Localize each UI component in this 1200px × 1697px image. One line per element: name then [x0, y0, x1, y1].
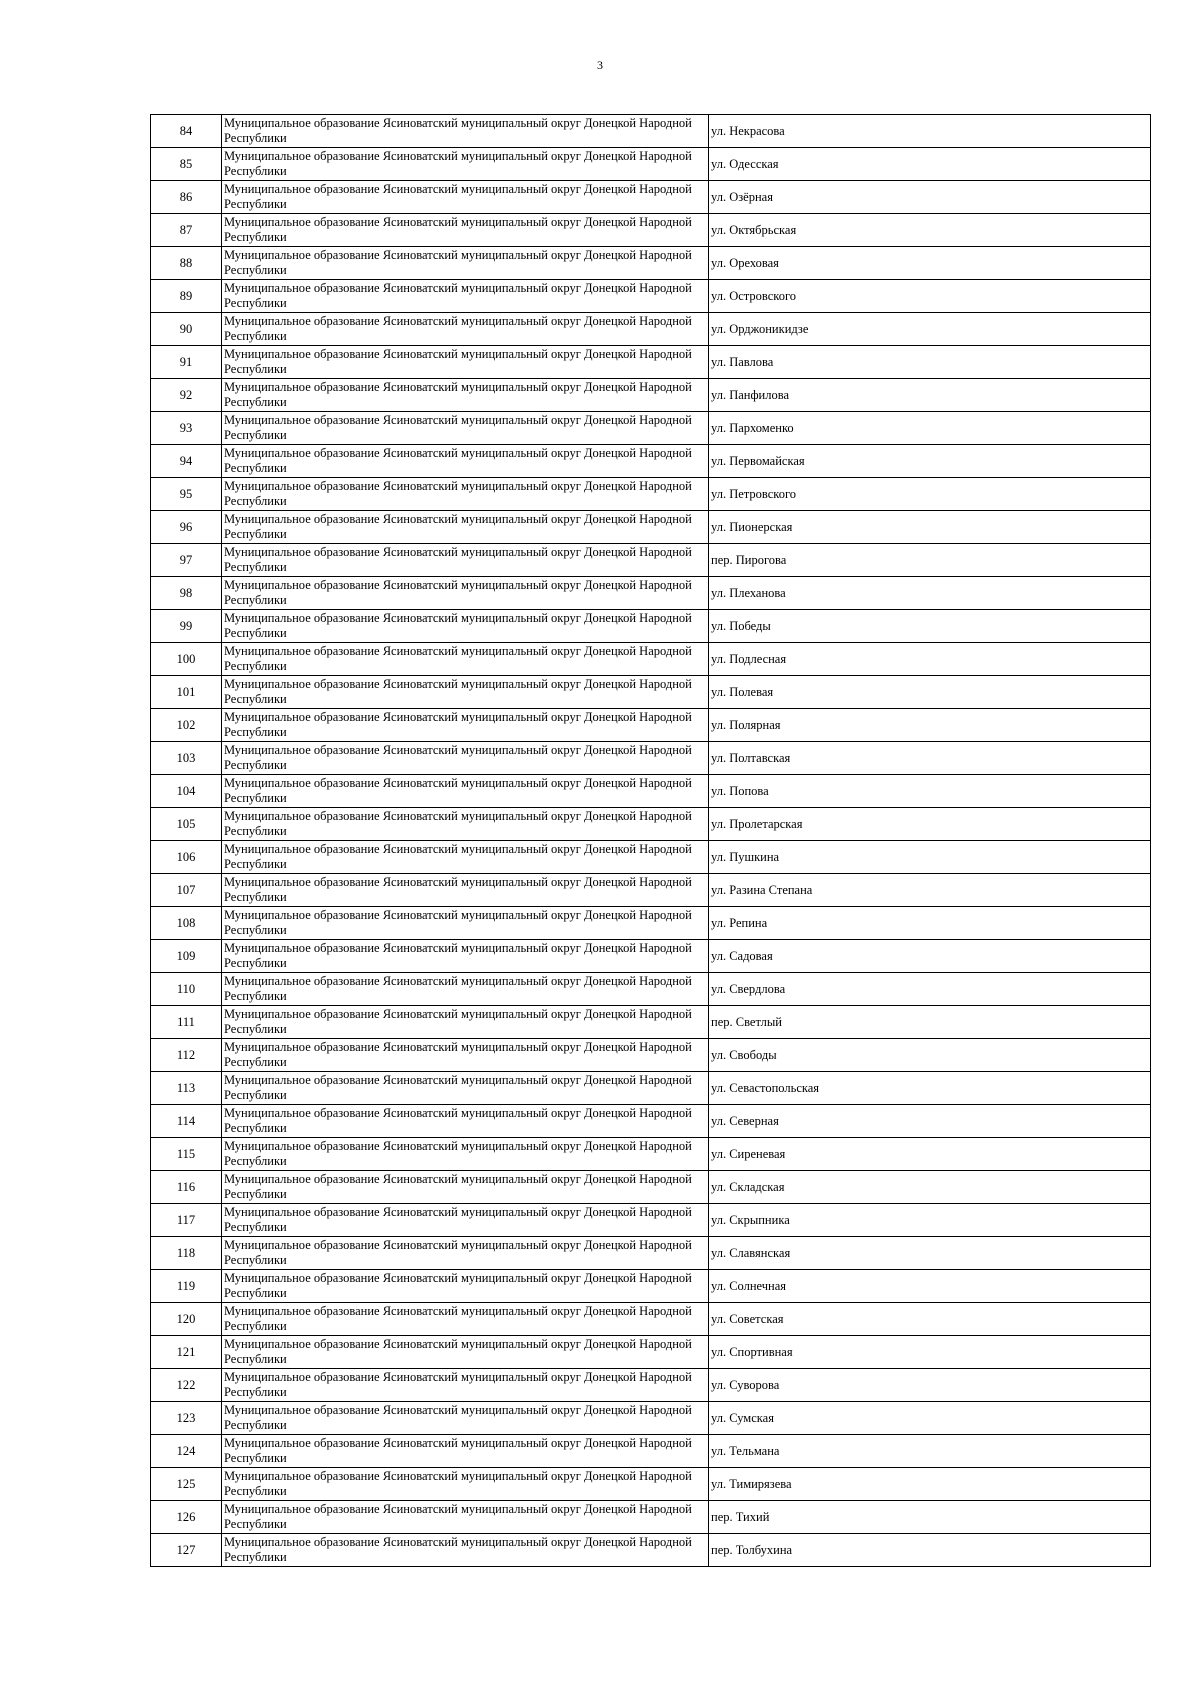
row-number-cell: 117: [151, 1204, 222, 1237]
municipality-cell: Муниципальное образование Ясиноватский муниципальный округ Донецкой Народной Республики: [222, 1138, 709, 1171]
table-row: [151, 445, 1151, 478]
municipality-cell: Муниципальное образование Ясиноватский муниципальный округ Донецкой Народной Республики: [222, 511, 709, 544]
municipality-cell: Муниципальное образование Ясиноватский муниципальный округ Донецкой Народной Республики: [222, 346, 709, 379]
row-number-cell: 126: [151, 1501, 222, 1534]
table-row: [151, 643, 1151, 676]
street-cell: ул. Северная: [709, 1105, 1151, 1138]
row-number-cell: 116: [151, 1171, 222, 1204]
table-row: [151, 1171, 1151, 1204]
row-number-cell: 99: [151, 610, 222, 643]
table-row: [151, 1072, 1151, 1105]
table-row: [151, 775, 1151, 808]
table-row: [151, 313, 1151, 346]
street-cell: ул. Тимирязева: [709, 1468, 1151, 1501]
row-number-cell: 120: [151, 1303, 222, 1336]
row-number-cell: 104: [151, 775, 222, 808]
municipality-cell: Муниципальное образование Ясиноватский муниципальный округ Донецкой Народной Республики: [222, 148, 709, 181]
address-table: [150, 114, 1151, 1567]
street-cell: ул. Некрасова: [709, 115, 1151, 148]
street-cell: ул. Островского: [709, 280, 1151, 313]
municipality-cell: Муниципальное образование Ясиноватский муниципальный округ Донецкой Народной Республики: [222, 1369, 709, 1402]
municipality-cell: Муниципальное образование Ясиноватский муниципальный округ Донецкой Народной Республики: [222, 709, 709, 742]
row-number-cell: 97: [151, 544, 222, 577]
municipality-cell: Муниципальное образование Ясиноватский муниципальный округ Донецкой Народной Республики: [222, 742, 709, 775]
street-cell: ул. Орджоникидзе: [709, 313, 1151, 346]
municipality-cell: Муниципальное образование Ясиноватский муниципальный округ Донецкой Народной Республики: [222, 544, 709, 577]
street-cell: ул. Советская: [709, 1303, 1151, 1336]
row-number-cell: 127: [151, 1534, 222, 1567]
street-cell: ул. Панфилова: [709, 379, 1151, 412]
street-cell: ул. Сумская: [709, 1402, 1151, 1435]
table-row: [151, 1006, 1151, 1039]
street-cell: ул. Тельмана: [709, 1435, 1151, 1468]
table-row: [151, 1336, 1151, 1369]
row-number-cell: 125: [151, 1468, 222, 1501]
street-cell: ул. Солнечная: [709, 1270, 1151, 1303]
street-cell: ул. Петровского: [709, 478, 1151, 511]
municipality-cell: Муниципальное образование Ясиноватский муниципальный округ Донецкой Народной Республики: [222, 841, 709, 874]
table-row: [151, 676, 1151, 709]
table-row: [151, 280, 1151, 313]
municipality-cell: Муниципальное образование Ясиноватский муниципальный округ Донецкой Народной Республики: [222, 412, 709, 445]
municipality-cell: Муниципальное образование Ясиноватский муниципальный округ Донецкой Народной Республики: [222, 313, 709, 346]
street-cell: ул. Победы: [709, 610, 1151, 643]
table-row: [151, 214, 1151, 247]
row-number-cell: 118: [151, 1237, 222, 1270]
row-number-cell: 90: [151, 313, 222, 346]
municipality-cell: Муниципальное образование Ясиноватский муниципальный округ Донецкой Народной Республики: [222, 1171, 709, 1204]
municipality-cell: Муниципальное образование Ясиноватский муниципальный округ Донецкой Народной Республики: [222, 940, 709, 973]
municipality-cell: Муниципальное образование Ясиноватский муниципальный округ Донецкой Народной Республики: [222, 181, 709, 214]
row-number-cell: 98: [151, 577, 222, 610]
row-number-cell: 95: [151, 478, 222, 511]
municipality-cell: Муниципальное образование Ясиноватский муниципальный округ Донецкой Народной Республики: [222, 1534, 709, 1567]
table-row: [151, 1105, 1151, 1138]
table-row: [151, 247, 1151, 280]
municipality-cell: Муниципальное образование Ясиноватский муниципальный округ Донецкой Народной Республики: [222, 1468, 709, 1501]
municipality-cell: Муниципальное образование Ясиноватский муниципальный округ Донецкой Народной Республики: [222, 1072, 709, 1105]
municipality-cell: Муниципальное образование Ясиноватский муниципальный округ Донецкой Народной Республики: [222, 1006, 709, 1039]
row-number-cell: 105: [151, 808, 222, 841]
municipality-cell: Муниципальное образование Ясиноватский муниципальный округ Донецкой Народной Республики: [222, 445, 709, 478]
municipality-cell: Муниципальное образование Ясиноватский муниципальный округ Донецкой Народной Республики: [222, 1270, 709, 1303]
municipality-cell: Муниципальное образование Ясиноватский муниципальный округ Донецкой Народной Республики: [222, 676, 709, 709]
row-number-cell: 115: [151, 1138, 222, 1171]
street-cell: ул. Озёрная: [709, 181, 1151, 214]
street-cell: ул. Полтавская: [709, 742, 1151, 775]
table-row: [151, 577, 1151, 610]
street-cell: ул. Свободы: [709, 1039, 1151, 1072]
municipality-cell: Муниципальное образование Ясиноватский муниципальный округ Донецкой Народной Республики: [222, 1336, 709, 1369]
street-cell: ул. Пролетарская: [709, 808, 1151, 841]
row-number-cell: 106: [151, 841, 222, 874]
table-row: [151, 115, 1151, 148]
table-row: [151, 1138, 1151, 1171]
municipality-cell: Муниципальное образование Ясиноватский муниципальный округ Донецкой Народной Республики: [222, 1501, 709, 1534]
municipality-cell: Муниципальное образование Ясиноватский муниципальный округ Донецкой Народной Республики: [222, 247, 709, 280]
table-row: [151, 973, 1151, 1006]
row-number-cell: 84: [151, 115, 222, 148]
municipality-cell: Муниципальное образование Ясиноватский муниципальный округ Донецкой Народной Республики: [222, 610, 709, 643]
municipality-cell: Муниципальное образование Ясиноватский муниципальный округ Донецкой Народной Республики: [222, 643, 709, 676]
address-table-body: [151, 115, 1151, 1567]
table-row: [151, 1237, 1151, 1270]
street-cell: ул. Полярная: [709, 709, 1151, 742]
municipality-cell: Муниципальное образование Ясиноватский муниципальный округ Донецкой Народной Республики: [222, 907, 709, 940]
row-number-cell: 93: [151, 412, 222, 445]
street-cell: ул. Скрыпника: [709, 1204, 1151, 1237]
street-cell: ул. Садовая: [709, 940, 1151, 973]
row-number-cell: 89: [151, 280, 222, 313]
municipality-cell: Муниципальное образование Ясиноватский муниципальный округ Донецкой Народной Республики: [222, 1204, 709, 1237]
table-row: [151, 610, 1151, 643]
table-row: [151, 1204, 1151, 1237]
table-row: [151, 940, 1151, 973]
street-cell: ул. Свердлова: [709, 973, 1151, 1006]
street-cell: ул. Ореховая: [709, 247, 1151, 280]
row-number-cell: 102: [151, 709, 222, 742]
street-cell: ул. Подлесная: [709, 643, 1151, 676]
street-cell: ул. Октябрьская: [709, 214, 1151, 247]
table-row: [151, 709, 1151, 742]
street-cell: ул. Одесская: [709, 148, 1151, 181]
street-cell: пер. Пирогова: [709, 544, 1151, 577]
page-number: 3: [597, 58, 603, 72]
table-row: [151, 1501, 1151, 1534]
municipality-cell: Муниципальное образование Ясиноватский муниципальный округ Донецкой Народной Республики: [222, 280, 709, 313]
table-row: [151, 841, 1151, 874]
municipality-cell: Муниципальное образование Ясиноватский муниципальный округ Донецкой Народной Республики: [222, 214, 709, 247]
municipality-cell: Муниципальное образование Ясиноватский муниципальный округ Донецкой Народной Республики: [222, 577, 709, 610]
municipality-cell: Муниципальное образование Ясиноватский муниципальный округ Донецкой Народной Республики: [222, 1105, 709, 1138]
row-number-cell: 123: [151, 1402, 222, 1435]
table-row: [151, 379, 1151, 412]
table-row: [151, 1534, 1151, 1567]
table-row: [151, 1039, 1151, 1072]
row-number-cell: 101: [151, 676, 222, 709]
row-number-cell: 108: [151, 907, 222, 940]
municipality-cell: Муниципальное образование Ясиноватский муниципальный округ Донецкой Народной Республики: [222, 478, 709, 511]
street-cell: ул. Пушкина: [709, 841, 1151, 874]
municipality-cell: Муниципальное образование Ясиноватский муниципальный округ Донецкой Народной Республики: [222, 874, 709, 907]
street-cell: ул. Пионерская: [709, 511, 1151, 544]
street-cell: пер. Толбухина: [709, 1534, 1151, 1567]
row-number-cell: 114: [151, 1105, 222, 1138]
table-row: [151, 1435, 1151, 1468]
table-row: [151, 1369, 1151, 1402]
row-number-cell: 96: [151, 511, 222, 544]
table-row: [151, 148, 1151, 181]
row-number-cell: 100: [151, 643, 222, 676]
street-cell: ул. Разина Степана: [709, 874, 1151, 907]
row-number-cell: 112: [151, 1039, 222, 1072]
table-row: [151, 874, 1151, 907]
row-number-cell: 94: [151, 445, 222, 478]
municipality-cell: Муниципальное образование Ясиноватский муниципальный округ Донецкой Народной Республики: [222, 1303, 709, 1336]
table-row: [151, 346, 1151, 379]
row-number-cell: 92: [151, 379, 222, 412]
row-number-cell: 85: [151, 148, 222, 181]
street-cell: ул. Севастопольская: [709, 1072, 1151, 1105]
table-row: [151, 511, 1151, 544]
street-cell: ул. Суворова: [709, 1369, 1151, 1402]
row-number-cell: 113: [151, 1072, 222, 1105]
row-number-cell: 122: [151, 1369, 222, 1402]
street-cell: ул. Спортивная: [709, 1336, 1151, 1369]
municipality-cell: Муниципальное образование Ясиноватский муниципальный округ Донецкой Народной Республики: [222, 1402, 709, 1435]
municipality-cell: Муниципальное образование Ясиноватский муниципальный округ Донецкой Народной Республики: [222, 1237, 709, 1270]
street-cell: ул. Павлова: [709, 346, 1151, 379]
street-cell: ул. Славянская: [709, 1237, 1151, 1270]
municipality-cell: Муниципальное образование Ясиноватский муниципальный округ Донецкой Народной Республики: [222, 973, 709, 1006]
street-cell: ул. Первомайская: [709, 445, 1151, 478]
row-number-cell: 109: [151, 940, 222, 973]
street-cell: ул. Полевая: [709, 676, 1151, 709]
street-cell: ул. Репина: [709, 907, 1151, 940]
table-row: [151, 1270, 1151, 1303]
municipality-cell: Муниципальное образование Ясиноватский муниципальный округ Донецкой Народной Республики: [222, 115, 709, 148]
row-number-cell: 103: [151, 742, 222, 775]
row-number-cell: 86: [151, 181, 222, 214]
row-number-cell: 111: [151, 1006, 222, 1039]
row-number-cell: 110: [151, 973, 222, 1006]
row-number-cell: 87: [151, 214, 222, 247]
municipality-cell: Муниципальное образование Ясиноватский муниципальный округ Донецкой Народной Республики: [222, 379, 709, 412]
street-cell: ул. Попова: [709, 775, 1151, 808]
row-number-cell: 91: [151, 346, 222, 379]
municipality-cell: Муниципальное образование Ясиноватский муниципальный округ Донецкой Народной Республики: [222, 808, 709, 841]
street-cell: ул. Плеханова: [709, 577, 1151, 610]
street-cell: ул. Сиреневая: [709, 1138, 1151, 1171]
municipality-cell: Муниципальное образование Ясиноватский муниципальный округ Донецкой Народной Республики: [222, 775, 709, 808]
street-cell: ул. Складская: [709, 1171, 1151, 1204]
row-number-cell: 124: [151, 1435, 222, 1468]
municipality-cell: Муниципальное образование Ясиноватский муниципальный округ Донецкой Народной Республики: [222, 1435, 709, 1468]
table-row: [151, 1303, 1151, 1336]
table-row: [151, 1468, 1151, 1501]
table-row: [151, 808, 1151, 841]
table-row: [151, 1402, 1151, 1435]
table-row: [151, 181, 1151, 214]
table-row: [151, 742, 1151, 775]
table-row: [151, 544, 1151, 577]
row-number-cell: 121: [151, 1336, 222, 1369]
table-row: [151, 412, 1151, 445]
row-number-cell: 88: [151, 247, 222, 280]
street-cell: пер. Тихий: [709, 1501, 1151, 1534]
municipality-cell: Муниципальное образование Ясиноватский муниципальный округ Донецкой Народной Республики: [222, 1039, 709, 1072]
table-row: [151, 907, 1151, 940]
row-number-cell: 107: [151, 874, 222, 907]
street-cell: ул. Пархоменко: [709, 412, 1151, 445]
row-number-cell: 119: [151, 1270, 222, 1303]
table-row: [151, 478, 1151, 511]
street-cell: пер. Светлый: [709, 1006, 1151, 1039]
